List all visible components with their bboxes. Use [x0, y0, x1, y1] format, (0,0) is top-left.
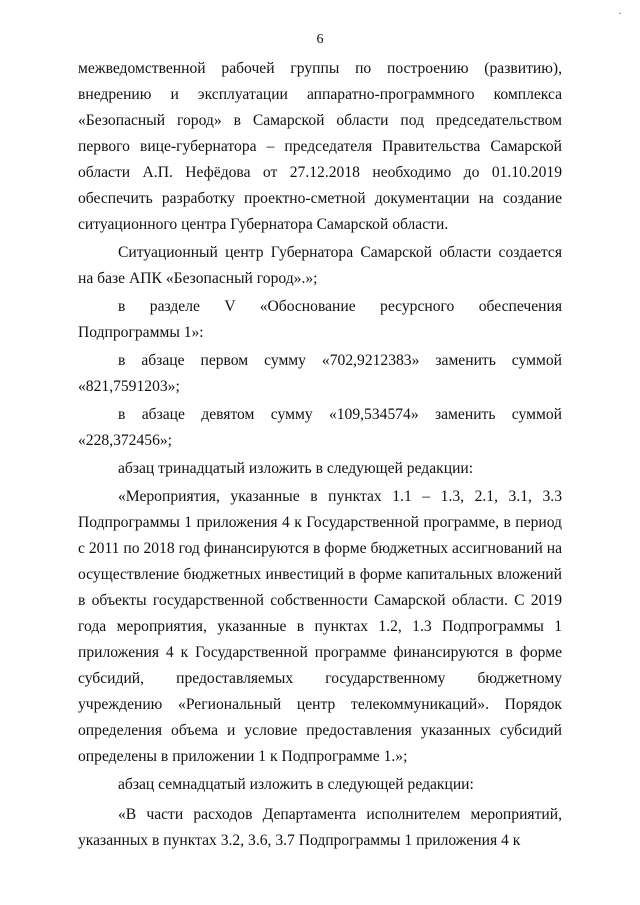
paragraph-expenses: «В части расходов Департамента исполнителем мероприятий, указанных в пунктах 3.2, 3.6, 3.7 Подпрограммы 1 приложения 4 к: [78, 806, 562, 849]
scan-mark: ·: [618, 6, 622, 20]
paragraph-first-abzac: в абзаце первом сумму «702,9212383» заменить суммой «821,7591203»;: [78, 352, 562, 395]
paragraph-section-v: в разделе V «Обоснование ресурсного обеспечения Подпрограммы 1»:: [78, 298, 562, 341]
paragraph-ninth-abzac: в абзаце девятом сумму «109,534574» заменить суммой «228,372456»;: [78, 406, 562, 449]
paragraph-measures: «Мероприятия, указанные в пунктах 1.1 – 1.3, 2.1, 3.1, 3.3 Подпрограммы 1 приложения 4 к Государственной программе, в период с 2011 по 2018 год финансируются в форме бюджетных ассигнований на осуществление бюджетных инвестиций в форме капитальных вложений в объекты государственной собственности Самарской области. С 2019 года мероприятия, указанные в пунктах 1.2, 1.3 Подпрограммы 1 приложения 4 к Государственной программе финансируются в форме субсидий, предоставляемых государственному бюджетному учреждению «Региональный центр телекоммуникаций». Порядок определения объема и условие предоставления указанных субсидий определены в приложении 1 к Подпрограмме 1.»;: [78, 488, 562, 765]
paragraph-continuation: межведомственной рабочей группы по построению (развитию), внедрению и эксплуатации аппаратно-программного комплекса «Безопасный город» в Самарской области под председательством первого вице-губернатора – председателя Правительства Самарской области А.П. Нефёдова от 27.12.2018 необходимо до 01.10.2019 обеспечить разработку проектно-сметной документации на создание ситуационного центра Губернатора Самарской области.: [78, 60, 562, 233]
paragraph-seventeenth-intro: абзац семнадцатый изложить в следующей редакции:: [118, 776, 474, 793]
page-number: 6: [316, 32, 324, 47]
paragraph-thirteenth-intro: абзац тринадцатый изложить в следующей редакции:: [118, 460, 474, 477]
paragraph-situation-center: Ситуационный центр Губернатора Самарской области создается на базе АПК «Безопасный город».»;: [78, 244, 562, 287]
document-body: [78, 56, 562, 854]
